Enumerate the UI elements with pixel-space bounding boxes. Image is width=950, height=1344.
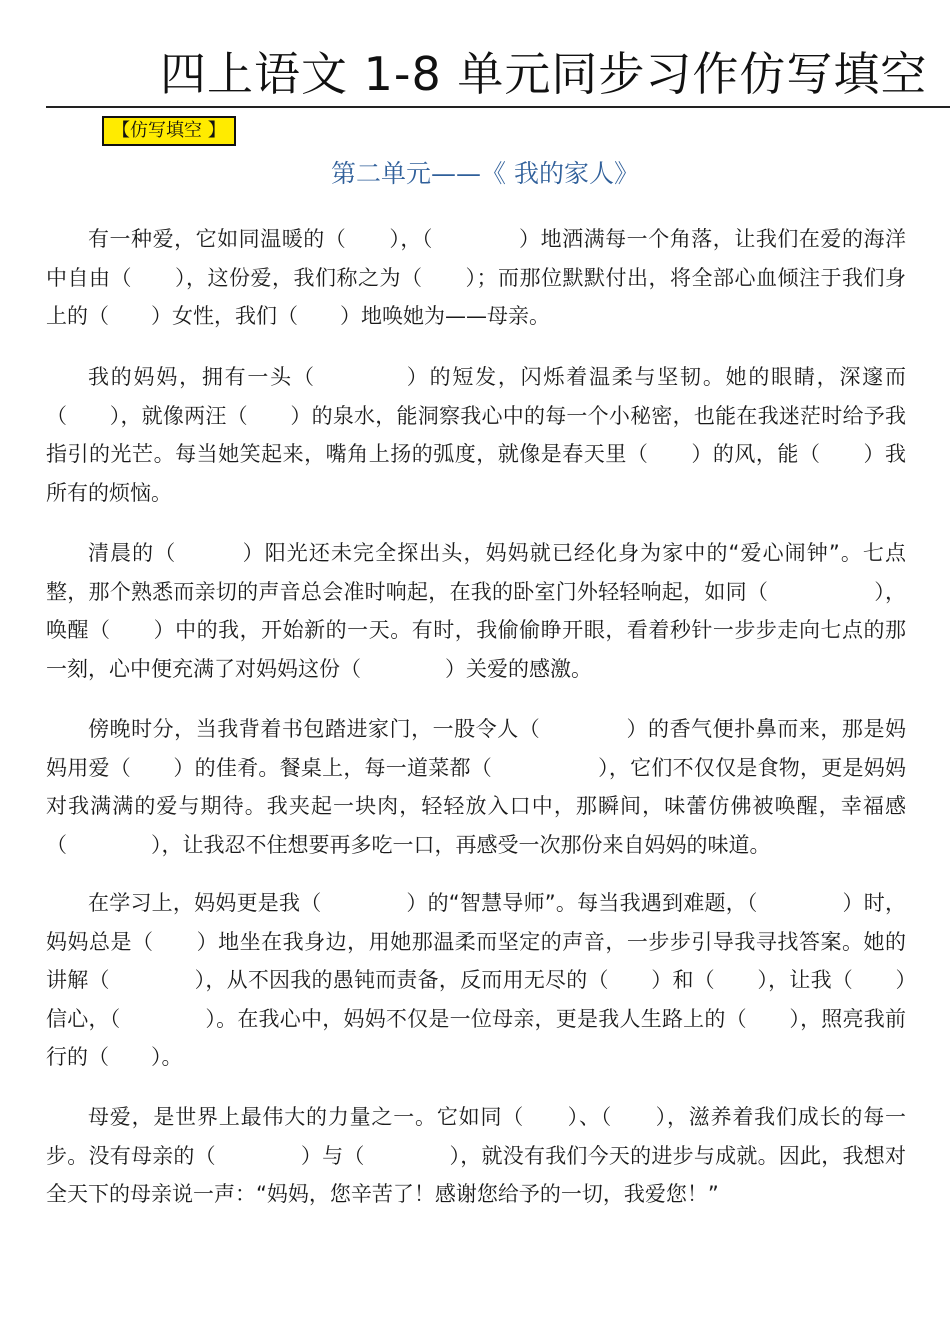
section-tag: 【仿写填空 】 <box>102 116 236 146</box>
page-title: 四上语文 1-8 单元同步习作仿写填空 <box>160 47 928 101</box>
title-divider <box>46 106 950 108</box>
paragraph-intro: 有一种爱，它如同温暖的（ ），（ ）地洒满每一个角落，让我们在爱的海洋中自由（ ），这份爱，我们称之为（ ）；而那位默默付出，将全部心血倾注于我们身上的（ ）女性，我们（ ）地唤她为——母亲。 <box>46 227 906 328</box>
unit-subtitle: 第二单元——《 我的家人》 <box>331 159 639 188</box>
paragraph-study: 在学习上，妈妈更是我（ ）的“智慧导师”。每当我遇到难题，（ ）时，妈妈总是（ ）地坐在我身边，用她那温柔而坚定的声音，一步步引导我寻找答案。她的讲解（ ），从不因我的愚钝而责备，反而用无尽的（ ）和（ ），让我（ ）信心，（ ）。在我心中，妈妈不仅是一位母亲，更是我人生路上的（ ），照亮我前行的（ ）。 <box>46 891 906 1069</box>
paragraph-conclusion: 母爱，是世界上最伟大的力量之一。它如同（ ）、（ ），滋养着我们成长的每一步。没有母亲的（ ）与（ ），就没有我们今天的进步与成就。因此，我想对全天下的母亲说一声：“妈妈，您辛苦了！感谢您给予的一切，我爱您！” <box>46 1105 906 1206</box>
paragraph-appearance: 我的妈妈，拥有一头（ ）的短发，闪烁着温柔与坚韧。她的眼睛，深邃而（ ），就像两汪（ ）的泉水，能洞察我心中的每一个小秘密，也能在我迷茫时给予我指引的光芒。每当她笑起来，嘴角上扬的弧度，就像是春天里（ ）的风，能（ ）我所有的烦恼。 <box>46 365 906 505</box>
paragraph-evening: 傍晚时分，当我背着书包踏进家门，一股令人（ ）的香气便扑鼻而来，那是妈妈用爱（ ）的佳肴。餐桌上，每一道菜都（ ），它们不仅仅是食物，更是妈妈对我满满的爱与期待。我夹起一块肉，轻轻放入口中，那瞬间，味蕾仿佛被唤醒，幸福感（ ），让我忍不住想要再多吃一口，再感受一次那份来自妈妈的味道。 <box>46 717 906 857</box>
paragraph-morning: 清晨的（ ）阳光还未完全探出头，妈妈就已经化身为家中的“爱心闹钟”。七点整，那个熟悉而亲切的声音总会准时响起，在我的卧室门外轻轻响起，如同（ ），唤醒（ ）中的我，开始新的一天。有时，我偷偷睁开眼，看着秒针一步步走向七点的那一刻，心中便充满了对妈妈这份（ ）关爱的感激。 <box>46 541 906 681</box>
